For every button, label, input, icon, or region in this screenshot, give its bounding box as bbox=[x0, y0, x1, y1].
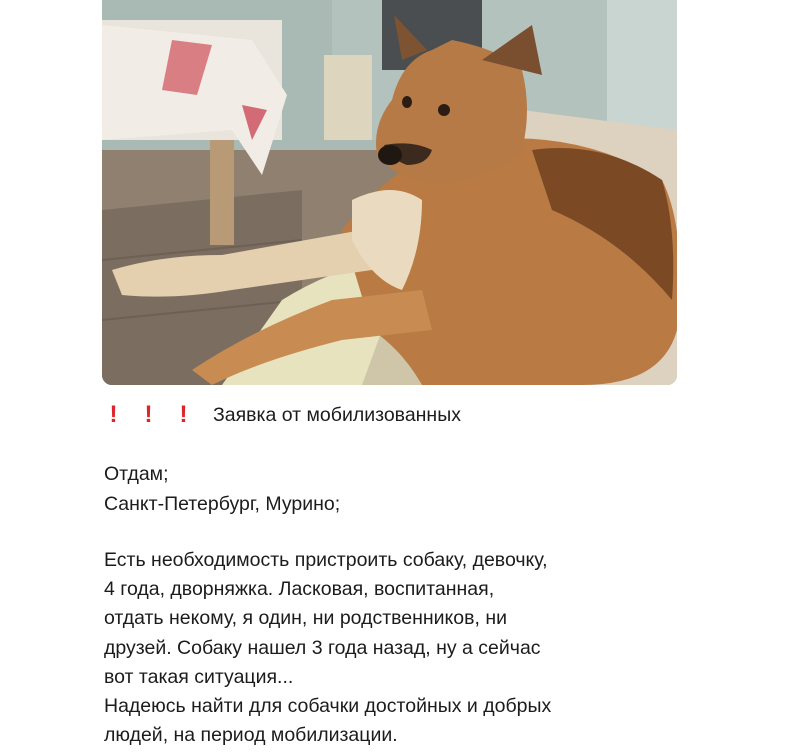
body-line: 4 года, дворняжка. Ласковая, воспитанная, bbox=[104, 578, 495, 600]
exclamation-icon: ! bbox=[144, 401, 153, 428]
exclamation-icon: ! bbox=[109, 401, 118, 428]
dog-photo-illustration bbox=[102, 0, 677, 385]
body-line: вот такая ситуация... bbox=[104, 666, 294, 688]
dog-photo[interactable] bbox=[102, 0, 677, 385]
detail-type-line: Отдам; bbox=[104, 463, 169, 485]
body-line: друзей. Собаку нашел 3 года назад, ну а сейчас bbox=[104, 637, 541, 659]
body-line: отдать некому, я один, ни родственников, ни bbox=[104, 607, 508, 629]
headline-text: Заявка от мобилизованных bbox=[213, 403, 461, 426]
exclamation-icon: ! bbox=[179, 401, 188, 428]
body-line: людей, на период мобилизации. bbox=[104, 724, 398, 746]
detail-location-line: Санкт-Петербург, Мурино; bbox=[104, 493, 341, 515]
post-headline bbox=[104, 400, 461, 430]
body-line: Надеюсь найти для собачки достойных и добрых bbox=[104, 695, 552, 717]
body-line: Есть необходимость пристроить собаку, девочку, bbox=[104, 549, 548, 571]
